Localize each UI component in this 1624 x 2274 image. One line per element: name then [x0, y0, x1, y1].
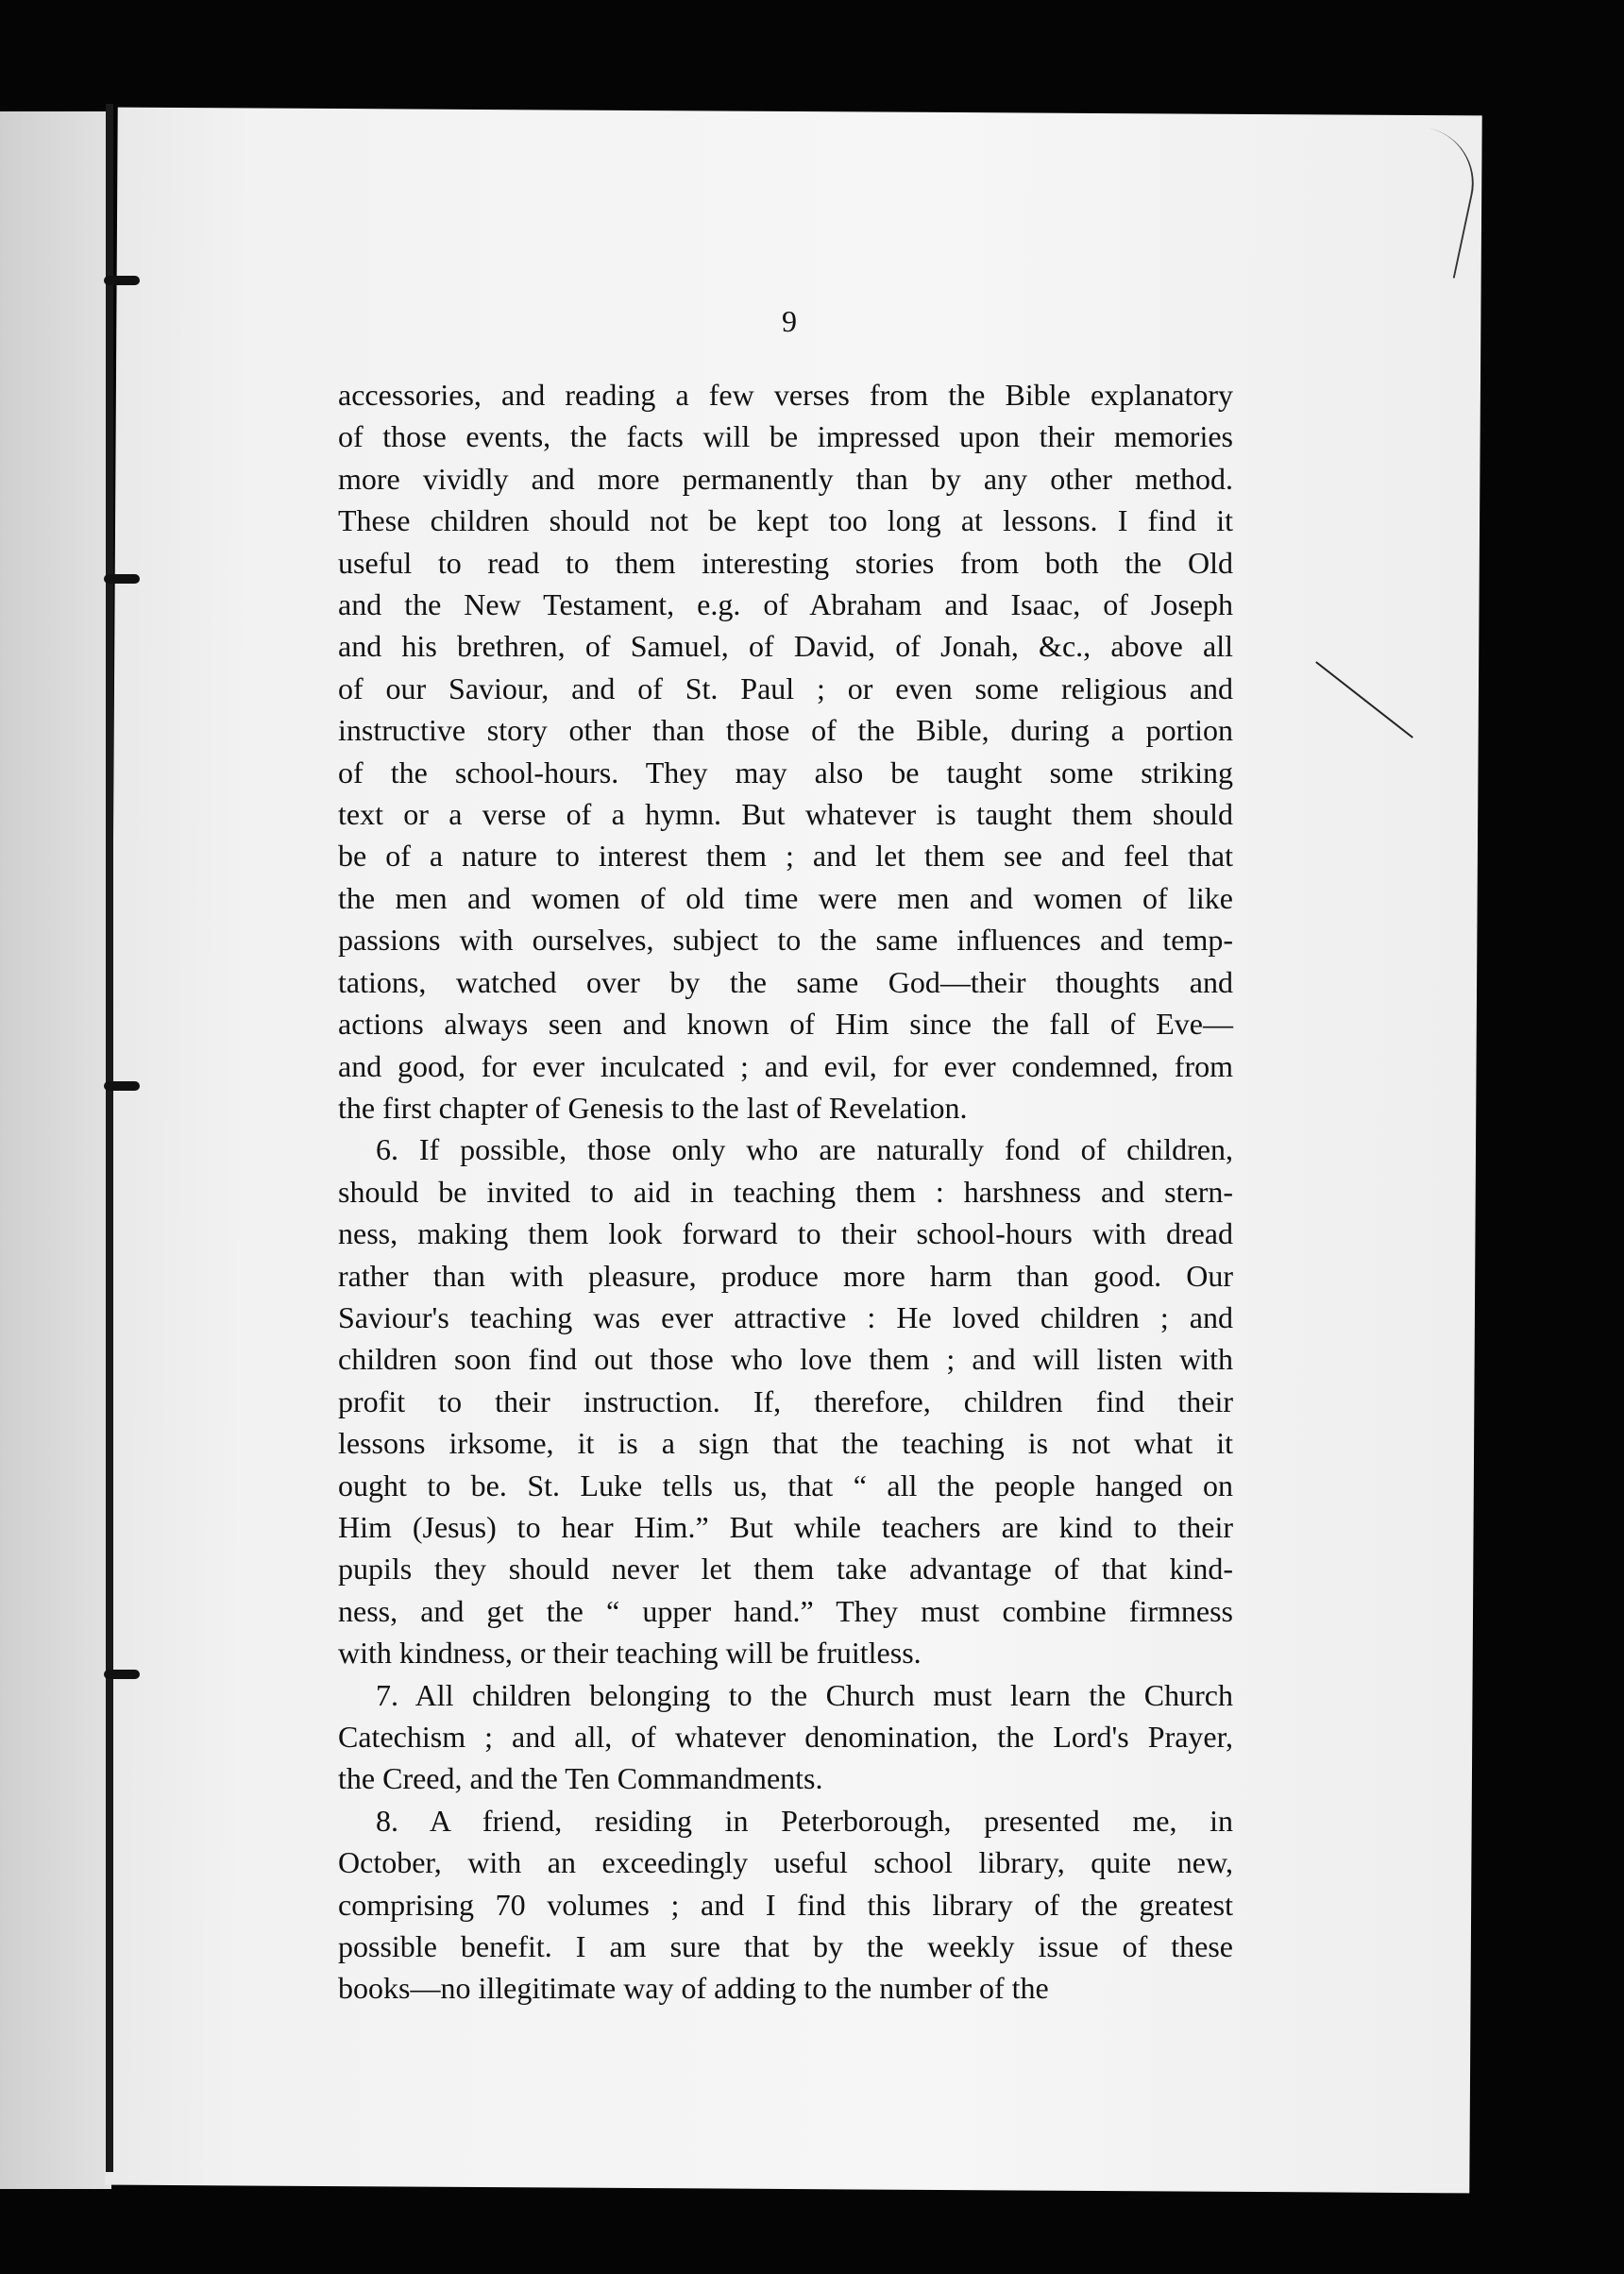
text-line: lessons irksome, it is a sign that the teaching is not what it — [338, 1426, 1233, 1461]
text-line: be of a nature to interest them ; and let them see and feel that — [338, 839, 1233, 874]
text-line: of those events, the facts will be impressed upon their memories — [338, 419, 1233, 454]
text-line: profit to their instruction. If, therefore, children find their — [338, 1383, 1233, 1418]
text-line: October, with an exceedingly useful school library, quite new, — [338, 1845, 1233, 1880]
text-line: more vividly and more permanently than by any other method. — [338, 461, 1233, 496]
text-line: and good, for ever inculcated ; and evil, for ever condemned, from — [338, 1048, 1233, 1083]
binding-thread — [106, 104, 113, 2172]
text-line: and his brethren, of Samuel, of David, of Jonah, &c., above all — [338, 629, 1233, 664]
text-line: with kindness, or their teaching will be fruitless. — [338, 1636, 922, 1671]
text-line: possible benefit. I am sure that by the weekly issue of these — [338, 1929, 1233, 1964]
text-line: rather than with pleasure, produce more harm than good. Our — [338, 1258, 1233, 1293]
text-line: text or a verse of a hymn. But whatever is taught them should — [338, 797, 1233, 832]
paragraph — [338, 1129, 1233, 1673]
text-line: 6. If possible, those only who are naturally fond of children, — [376, 1132, 1233, 1167]
text-line: the men and women of old time were men and women of like — [338, 880, 1233, 915]
text-line: tations, watched over by the same God—their thoughts and — [338, 964, 1233, 999]
text-line: passions with ourselves, subject to the same influences and temp- — [338, 923, 1233, 958]
paragraph — [338, 1674, 1233, 1800]
text-line: and the New Testament, e.g. of Abraham and Isaac, of Joseph — [338, 587, 1233, 622]
body-text — [338, 374, 1233, 2010]
text-line: These children should not be kept too long at lessons. I find it — [338, 503, 1233, 538]
paragraph — [338, 1800, 1233, 2010]
text-line: comprising 70 volumes ; and I find this library of the greatest — [338, 1887, 1233, 1922]
text-line: actions always seen and known of Him since the fall of Eve— — [338, 1007, 1233, 1042]
text-line: Catechism ; and all, of whatever denomination, the Lord's Prayer, — [338, 1720, 1233, 1754]
text-line: books—no illegitimate way of adding to the number of the — [338, 1971, 1049, 2006]
text-line: the first chapter of Genesis to the last of Revelation. — [338, 1090, 968, 1125]
paragraph — [338, 374, 1233, 1129]
text-line: pupils they should never let them take advantage of that kind- — [338, 1552, 1233, 1587]
text-line: ought to be. St. Luke tells us, that “ all the people hanged on — [338, 1468, 1233, 1502]
binding-stitch — [104, 1670, 140, 1679]
page-number: 9 — [782, 304, 797, 338]
text-line: Him (Jesus) to hear Him.” But while teachers are kind to their — [338, 1509, 1233, 1544]
text-line: instructive story other than those of the Bible, during a portion — [338, 713, 1233, 748]
binding-stitch — [104, 276, 140, 285]
text-line: useful to read to them interesting stories from both the Old — [338, 545, 1233, 580]
text-line: should be invited to aid in teaching them : harshness and stern- — [338, 1174, 1233, 1209]
binding-stitch — [104, 574, 140, 584]
facing-page-edge — [0, 111, 111, 2189]
text-line: of our Saviour, and of St. Paul ; or even some religious and — [338, 670, 1233, 705]
text-line: ness, and get the “ upper hand.” They must combine firmness — [338, 1593, 1233, 1628]
binding-stitch — [104, 1081, 140, 1091]
text-line: ness, making them look forward to their school-hours with dread — [338, 1216, 1233, 1251]
text-line: accessories, and reading a few verses from the Bible explanatory — [338, 378, 1233, 412]
text-line: 7. All children belonging to the Church must learn the Church — [376, 1677, 1233, 1712]
text-line: Saviour's teaching was ever attractive : He loved children ; and — [338, 1299, 1233, 1334]
text-line: 8. A friend, residing in Peterborough, presented me, in — [376, 1803, 1233, 1838]
text-line: children soon find out those who love them ; and will listen with — [338, 1342, 1233, 1377]
text-line: the Creed, and the Ten Commandments. — [338, 1761, 823, 1796]
text-line: of the school-hours. They may also be taught some striking — [338, 755, 1233, 789]
